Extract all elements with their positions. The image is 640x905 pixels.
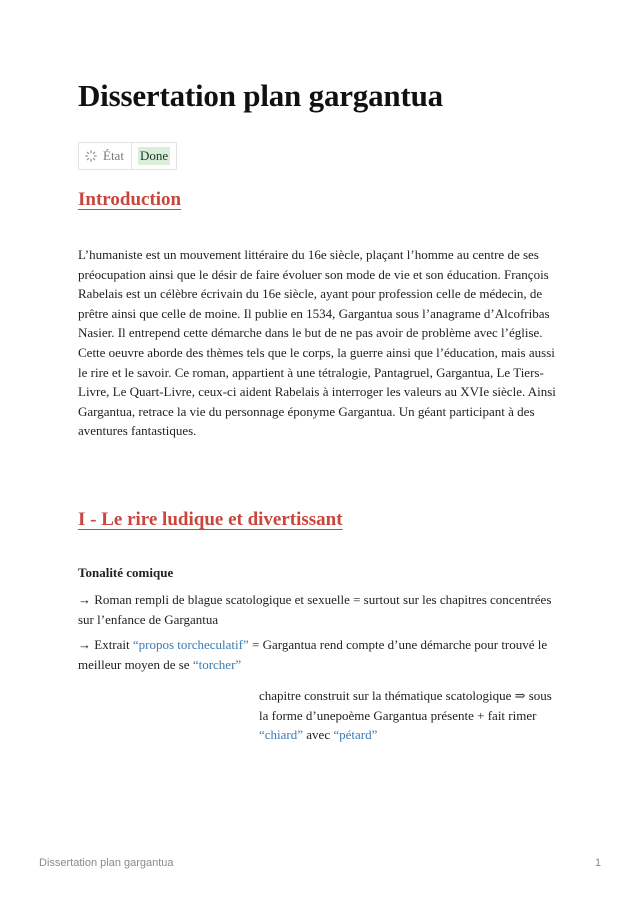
- intro-heading: Introduction: [78, 189, 182, 210]
- bullet-item-2-middle: = Gargantua rend compte d’une démarche pour trouvé le meilleur moyen de se: [78, 637, 548, 672]
- quote-torcher: “torcher”: [192, 656, 242, 672]
- status-label: État: [103, 148, 124, 163]
- status-property-key: [79, 143, 132, 169]
- loading-spinner-icon: [85, 150, 97, 162]
- indented-note: [259, 686, 569, 745]
- quote-petard: “pétard”: [333, 727, 378, 743]
- bullet-item-1: → Roman rempli de blague scatologique et sexuelle = surtout sur les chapitres concentrées sur l’enfance de Gargantua: [78, 592, 552, 627]
- status-badge: Done: [139, 148, 169, 163]
- quote-propos-torcheculatif: “propos torcheculatif”: [132, 637, 249, 652]
- intro-paragraph: L’humaniste est un mouvement littéraire du 16e siècle, plaçant l’homme au centre de ses préocupation ainsi que le désir de faire évoluer son mode de vie et son éducation. François Rabelais est un célèbre écrivain du 16e siècle, ayant pour profession celle de médecin, de prêtre ainsi que celle de moine. Il publie en 1534, Gargantua sous l’anagrame d’Alcofribas Nasier. Il entrepend cette démarche dans le but de ne pas avoir de problème avec l’église. Cette oeuvre aborde des thèmes tels que le corps, la guerre ainsi que l’éducation, mais aussi le rire et le savoir. Ce roman, appartient à une tétralogie, Pantagruel, Gargantua, Le Tiers-Livre, Le Quart-Livre, ceux-ci aident Rabelais à interroger les valeurs au XVIe siècle. Ainsi Gargantua, retrace la vie du personnage éponyme Gargantua. Un géant participant à des aventures fantastiques.: [78, 247, 556, 439]
- status-property[interactable]: [78, 142, 177, 170]
- note-line-2: la forme d’unepoème Gargantua présente + fait rimer: [259, 707, 537, 723]
- status-value[interactable]: [132, 143, 176, 169]
- footer-page-number: 1: [595, 857, 602, 869]
- section1-subheading: Tonalité comique: [78, 565, 174, 580]
- page-title: Dissertation plan gargantua: [78, 78, 443, 113]
- bullet-item-2: [78, 635, 562, 674]
- bullet-item-2-prefix: → Extrait: [78, 637, 133, 652]
- note-line-1: chapitre construit sur la thématique scatologique ⇒ sous: [259, 688, 552, 703]
- quote-chiard: “chiard”: [259, 727, 304, 743]
- section1-heading: I - Le rire ludique et divertissant: [78, 509, 343, 530]
- footer-title: Dissertation plan gargantua: [39, 857, 174, 869]
- note-connector: avec: [303, 727, 334, 743]
